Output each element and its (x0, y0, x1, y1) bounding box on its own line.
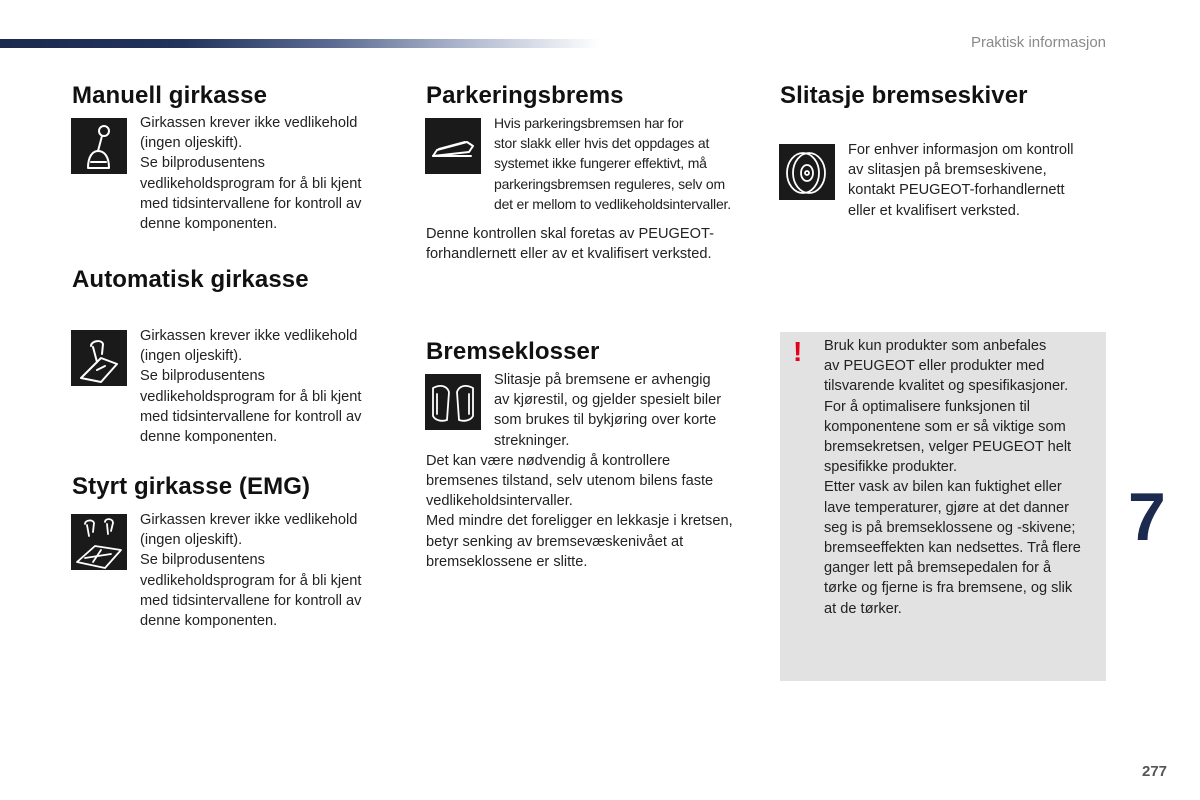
heading-manuell-girkasse: Manuell girkasse (72, 82, 268, 109)
text-line: lave temperaturer, gjøre at det danner (824, 499, 1069, 516)
text-line: For å optimalisere funksjonen til (824, 398, 1031, 415)
parkering-text (494, 113, 731, 214)
brake-disc-icon (779, 144, 835, 200)
text-line: For enhver informasjon om kontroll (848, 142, 1074, 158)
parking-brake-icon (425, 118, 481, 174)
text-line: av kjørestil, og gjelder spesielt biler (494, 392, 722, 409)
text-line: bremsenes tilstand, selv utenom bilens faste (426, 473, 714, 490)
automatisk-text (140, 326, 361, 447)
text-line: betyr senking av bremsevæskenivået at (426, 533, 684, 550)
text-line: av PEUGEOT eller produkter med (824, 358, 1045, 375)
heading-automatisk-girkasse: Automatisk girkasse (72, 266, 309, 293)
text-line: kontakt PEUGEOT-forhandlernett (848, 182, 1065, 199)
chapter-number: 7 (1128, 479, 1166, 555)
heading-styrt-girkasse: Styrt girkasse (EMG) (72, 473, 311, 500)
text-line: forhandlernett eller av et kvalifisert verksted. (426, 246, 712, 263)
warning-icon: ! (793, 336, 803, 367)
text-line: komponentene som er så viktige som (824, 418, 1066, 435)
section-label: Praktisk informasjon (970, 34, 1106, 51)
text-line: Girkassen krever ikke vedlikehold (140, 115, 358, 131)
text-line: stor slakk eller hvis det oppdages at (494, 135, 710, 152)
text-line: (ingen oljeskift). (140, 135, 243, 152)
text-line: strekninger. (494, 432, 570, 449)
text-line: Se bilprodusentens (140, 552, 265, 569)
text-line: med tidsintervallene for kontroll av (140, 408, 362, 425)
text-line: vedlikeholdsprogram for å bli kjent (140, 572, 362, 589)
parkering-extra-text (426, 224, 714, 264)
text-line: spesifikke produkter. (824, 459, 958, 476)
text-line: Girkassen krever ikke vedlikehold (140, 328, 358, 344)
text-line: det er mellom to vedlikeholdsintervaller. (494, 195, 731, 212)
text-line: Bruk kun produkter som anbefales (824, 338, 1047, 354)
text-line: vedlikeholdsprogram for å bli kjent (140, 388, 362, 405)
manuell-text (140, 113, 361, 234)
text-line: denne komponenten. (140, 429, 278, 446)
text-line: med tidsintervallene for kontroll av (140, 195, 362, 212)
manual-gearshift-icon (71, 118, 127, 174)
heading-bremseklosser: Bremseklosser (426, 338, 600, 365)
heading-slitasje-bremseskiver: Slitasje bremseskiver (780, 82, 1028, 109)
text-line: Girkassen krever ikke vedlikehold (140, 512, 358, 528)
text-line: (ingen oljeskift). (140, 532, 243, 549)
text-line: seg is på bremseklossene og -skivene; (824, 519, 1076, 536)
text-line: med tidsintervallene for kontroll av (140, 592, 362, 609)
text-line: Etter vask av bilen kan fuktighet eller (824, 479, 1062, 496)
bremseklosser-text (426, 370, 733, 572)
text-line: parkeringsbremsen reguleres, selv om (494, 175, 725, 192)
text-line: Se bilprodusentens (140, 368, 265, 385)
text-line: Se bilprodusentens (140, 155, 265, 172)
header-gradient-bar (0, 39, 600, 48)
text-line: systemet ikke fungerer effektivt, må (494, 155, 707, 172)
text-line: tilsvarende kvalitet og spesifikasjoner. (824, 378, 1069, 395)
text-line: bremseeffekten kan nedsettes. Trå flere (824, 540, 1081, 557)
page-number: 277 (1142, 763, 1168, 780)
styrt-text (140, 510, 361, 631)
text-line: (ingen oljeskift). (140, 348, 243, 365)
text-line: bremsekretsen, velger PEUGEOT helt (824, 439, 1072, 456)
text-line: Det kan være nødvendig å kontrollere (426, 452, 671, 469)
text-line: eller et kvalifisert verksted. (848, 202, 1020, 219)
emg-gear-selector-icon (71, 514, 127, 570)
text-line: tørke og fjerne is fra bremsene, og slik (824, 580, 1073, 597)
text-line: Hvis parkeringsbremsen har for (494, 115, 684, 131)
bremseskiver-text (848, 140, 1073, 221)
text-line: denne komponenten. (140, 216, 278, 233)
text-line: vedlikeholdsprogram for å bli kjent (140, 175, 362, 192)
text-line: som brukes til bykjøring over korte (494, 412, 717, 429)
text-line: av slitasjen på bremseskivene, (848, 162, 1047, 179)
text-line: vedlikeholdsintervaller. (426, 493, 573, 510)
text-line: Med mindre det foreligger en lekkasje i kretsen, (426, 513, 733, 530)
heading-parkeringsbrems: Parkeringsbrems (426, 82, 624, 109)
text-line: Slitasje på bremsene er avhengig (494, 372, 711, 388)
text-line: at de tørker. (824, 600, 902, 617)
text-line: bremseklossene er slitte. (426, 553, 588, 570)
text-line: denne komponenten. (140, 613, 278, 630)
text-line: ganger lett på bremsepedalen for å (824, 560, 1052, 577)
text-line: Denne kontrollen skal foretas av PEUGEOT- (426, 226, 714, 242)
automatic-gear-selector-icon (71, 330, 127, 386)
warning-text (824, 336, 1081, 619)
